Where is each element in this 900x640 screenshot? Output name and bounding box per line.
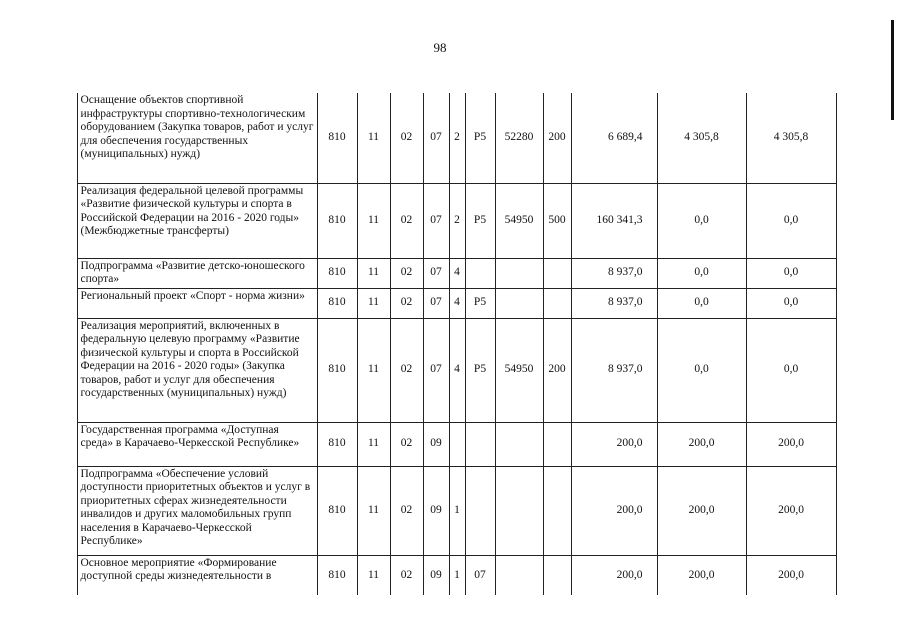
table-row: [47, 258, 836, 288]
amount-year1-cell: 8 937,0: [571, 258, 657, 288]
direction-code-cell: [495, 422, 543, 466]
subsection-code-cell: 02: [390, 93, 423, 183]
direction-code-cell: [495, 555, 543, 595]
amount-year2-cell: 200,0: [657, 422, 746, 466]
ministry-code-cell: 810: [317, 258, 357, 288]
blank-margin-cell: [47, 183, 77, 258]
table-row: [47, 183, 836, 258]
amount-year2-cell: 0,0: [657, 258, 746, 288]
section-code-cell: 11: [357, 288, 390, 318]
program-code-cell: 07: [423, 318, 449, 422]
project-code-cell: P5: [465, 93, 495, 183]
table-row: [47, 318, 836, 422]
project-code-cell: P5: [465, 288, 495, 318]
program-code-cell: 07: [423, 183, 449, 258]
amount-year3-cell: 200,0: [746, 555, 836, 595]
ministry-code-cell: 810: [317, 93, 357, 183]
amount-year3-cell: 4 305,8: [746, 93, 836, 183]
subprogram-code-cell: 2: [449, 93, 465, 183]
section-code-cell: 11: [357, 318, 390, 422]
expense-type-code-cell: [543, 555, 571, 595]
project-code-cell: [465, 258, 495, 288]
section-code-cell: 11: [357, 466, 390, 555]
subsection-code-cell: 02: [390, 555, 423, 595]
subprogram-code-cell: [449, 422, 465, 466]
amount-year1-cell: 200,0: [571, 466, 657, 555]
table-row: [47, 288, 836, 318]
expense-name-cell: Оснащение объектов спортивной инфраструктуры спортивно-технологическим оборудованием (Закупка товаров, работ и услуг для обеспечения государственных (муниципальных) нужд): [77, 93, 317, 183]
amount-year1-cell: 200,0: [571, 555, 657, 595]
project-code-cell: [465, 466, 495, 555]
expense-type-code-cell: 500: [543, 183, 571, 258]
expense-type-code-cell: [543, 258, 571, 288]
expense-type-code-cell: [543, 466, 571, 555]
expense-type-code-cell: [543, 288, 571, 318]
amount-year2-cell: 0,0: [657, 183, 746, 258]
ministry-code-cell: 810: [317, 422, 357, 466]
program-code-cell: 07: [423, 258, 449, 288]
program-code-cell: 07: [423, 288, 449, 318]
expense-name-cell: Подпрограмма «Обеспечение условий доступности приоритетных объектов и услуг в приоритетных сферах жизнедеятельности инвалидов и других маломобильных групп населения в Карачаево-Черкесской Республике»: [77, 466, 317, 555]
section-code-cell: 11: [357, 555, 390, 595]
page-number: 98: [433, 40, 447, 55]
section-code-cell: 11: [357, 422, 390, 466]
direction-code-cell: [495, 258, 543, 288]
program-code-cell: 09: [423, 422, 449, 466]
expense-name-cell: Реализация федеральной целевой программы «Развитие физической культуры и спорта в Российской Федерации на 2016 - 2020 годы» (Межбюджетные трансферты): [77, 183, 317, 258]
amount-year3-cell: 0,0: [746, 258, 836, 288]
expense-name-cell: Государственная программа «Доступная среда» в Карачаево-Черкесской Республике»: [77, 422, 317, 466]
budget-table: [47, 93, 837, 595]
direction-code-cell: 54950: [495, 183, 543, 258]
subsection-code-cell: 02: [390, 422, 423, 466]
table-row: [47, 466, 836, 555]
subsection-code-cell: 02: [390, 258, 423, 288]
subprogram-code-cell: 4: [449, 318, 465, 422]
amount-year3-cell: 200,0: [746, 422, 836, 466]
amount-year1-cell: 200,0: [571, 422, 657, 466]
subprogram-code-cell: 1: [449, 555, 465, 595]
expense-type-code-cell: 200: [543, 318, 571, 422]
subprogram-code-cell: 1: [449, 466, 465, 555]
subsection-code-cell: 02: [390, 466, 423, 555]
expense-name-cell: Подпрограмма «Развитие детско-юношеского спорта»: [77, 258, 317, 288]
project-code-cell: P5: [465, 318, 495, 422]
amount-year3-cell: 0,0: [746, 183, 836, 258]
amount-year1-cell: 6 689,4: [571, 93, 657, 183]
project-code-cell: 07: [465, 555, 495, 595]
table-body: [47, 93, 836, 595]
ministry-code-cell: 810: [317, 466, 357, 555]
subprogram-code-cell: 4: [449, 288, 465, 318]
ministry-code-cell: 810: [317, 555, 357, 595]
blank-margin-cell: [47, 318, 77, 422]
blank-margin-cell: [47, 258, 77, 288]
blank-margin-cell: [47, 288, 77, 318]
amount-year1-cell: 160 341,3: [571, 183, 657, 258]
amount-year2-cell: 0,0: [657, 318, 746, 422]
amount-year2-cell: 200,0: [657, 466, 746, 555]
section-code-cell: 11: [357, 183, 390, 258]
program-code-cell: 07: [423, 93, 449, 183]
table-row: [47, 422, 836, 466]
direction-code-cell: 54950: [495, 318, 543, 422]
subprogram-code-cell: 2: [449, 183, 465, 258]
ministry-code-cell: 810: [317, 288, 357, 318]
blank-margin-cell: [47, 555, 77, 595]
subsection-code-cell: 02: [390, 318, 423, 422]
table-row: [47, 555, 836, 595]
direction-code-cell: [495, 466, 543, 555]
section-code-cell: 11: [357, 93, 390, 183]
subsection-code-cell: 02: [390, 288, 423, 318]
expense-name-cell: Реализация мероприятий, включенных в федеральную целевую программу «Развитие физической культуры и спорта в Российской Федерации на 2016 - 2020 годы» (Закупка товаров, работ и услуг для обеспечения государственных (муниципальных) нужд): [77, 318, 317, 422]
section-code-cell: 11: [357, 258, 390, 288]
program-code-cell: 09: [423, 555, 449, 595]
amount-year2-cell: 200,0: [657, 555, 746, 595]
direction-code-cell: 52280: [495, 93, 543, 183]
ministry-code-cell: 810: [317, 318, 357, 422]
blank-margin-cell: [47, 466, 77, 555]
blank-margin-cell: [47, 422, 77, 466]
project-code-cell: [465, 422, 495, 466]
expense-type-code-cell: 200: [543, 93, 571, 183]
ministry-code-cell: 810: [317, 183, 357, 258]
expense-type-code-cell: [543, 422, 571, 466]
expense-name-cell: Региональный проект «Спорт - норма жизни»: [77, 288, 317, 318]
blank-margin-cell: [47, 93, 77, 183]
amount-year3-cell: 0,0: [746, 288, 836, 318]
amount-year2-cell: 4 305,8: [657, 93, 746, 183]
subsection-code-cell: 02: [390, 183, 423, 258]
project-code-cell: P5: [465, 183, 495, 258]
table-row: [47, 93, 836, 183]
expense-name-cell: Основное мероприятие «Формирование доступной среды жизнедеятельности в: [77, 555, 317, 595]
amount-year1-cell: 8 937,0: [571, 288, 657, 318]
direction-code-cell: [495, 288, 543, 318]
amount-year3-cell: 0,0: [746, 318, 836, 422]
amount-year3-cell: 200,0: [746, 466, 836, 555]
program-code-cell: 09: [423, 466, 449, 555]
amount-year2-cell: 0,0: [657, 288, 746, 318]
subprogram-code-cell: 4: [449, 258, 465, 288]
scan-edge-mark: [891, 20, 894, 120]
amount-year1-cell: 8 937,0: [571, 318, 657, 422]
